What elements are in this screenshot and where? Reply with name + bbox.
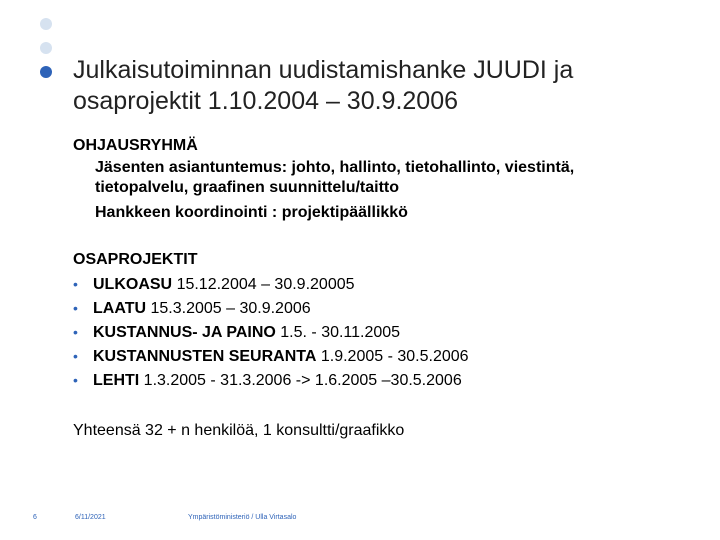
subproject-dates: 1.3.2005 - 31.3.2006 -> 1.6.2005 –30.5.2006 [143, 372, 462, 389]
steering-line: Hankkeen koordinointi : projektipäällikkö [95, 204, 408, 221]
subproject-dates: 1.5. - 30.11.2005 [280, 324, 401, 341]
slide-title: Julkaisutoiminnan uudistamishanke JUUDI ja osaprojektit 1.10.2004 – 30.9.2006 [73, 56, 574, 115]
subproject-name: KUSTANNUS- JA PAINO [93, 324, 276, 341]
subprojects-heading: OSAPROJEKTIT [73, 251, 198, 268]
subproject-dates: 15.12.2004 – 30.9.20005 [176, 276, 355, 293]
subproject-item [73, 320, 469, 344]
bullet-icon: • [73, 276, 78, 292]
subproject-name: LEHTI [93, 372, 140, 389]
footer-date: 6/11/2021 [75, 514, 106, 521]
subproject-name: ULKOASU [93, 276, 173, 293]
summary-text: Yhteensä 32 + n henkilöä, 1 konsultti/graafikko [73, 422, 405, 439]
subproject-item [73, 272, 469, 296]
bullet-icon: • [73, 348, 78, 364]
bullet-icon: • [73, 300, 78, 316]
subproject-name: LAATU [93, 300, 147, 317]
subproject-dates: 15.3.2005 – 30.9.2006 [150, 300, 311, 317]
subproject-item [73, 296, 469, 320]
bullet-icon: • [73, 372, 78, 388]
footer-page-number: 6 [33, 514, 37, 521]
subproject-name: KUSTANNUSTEN SEURANTA [93, 348, 317, 365]
subproject-item [73, 344, 469, 368]
footer-author: Ympäristöministeriö / Ulla Virtasalo [188, 514, 297, 521]
decorative-dot [40, 18, 52, 30]
steering-line: Jäsenten asiantuntemus: johto, hallinto, tietohallinto, viestintä, [95, 159, 575, 176]
steering-line: tietopalvelu, graafinen suunnittelu/taitto [95, 179, 400, 196]
subproject-list [73, 272, 469, 392]
title-bullet-dot [40, 66, 52, 78]
subproject-dates: 1.9.2005 - 30.5.2006 [320, 348, 469, 365]
subproject-item [73, 368, 469, 392]
steering-heading: OHJAUSRYHMÄ [73, 137, 198, 154]
decorative-dot [40, 42, 52, 54]
bullet-icon: • [73, 324, 78, 340]
